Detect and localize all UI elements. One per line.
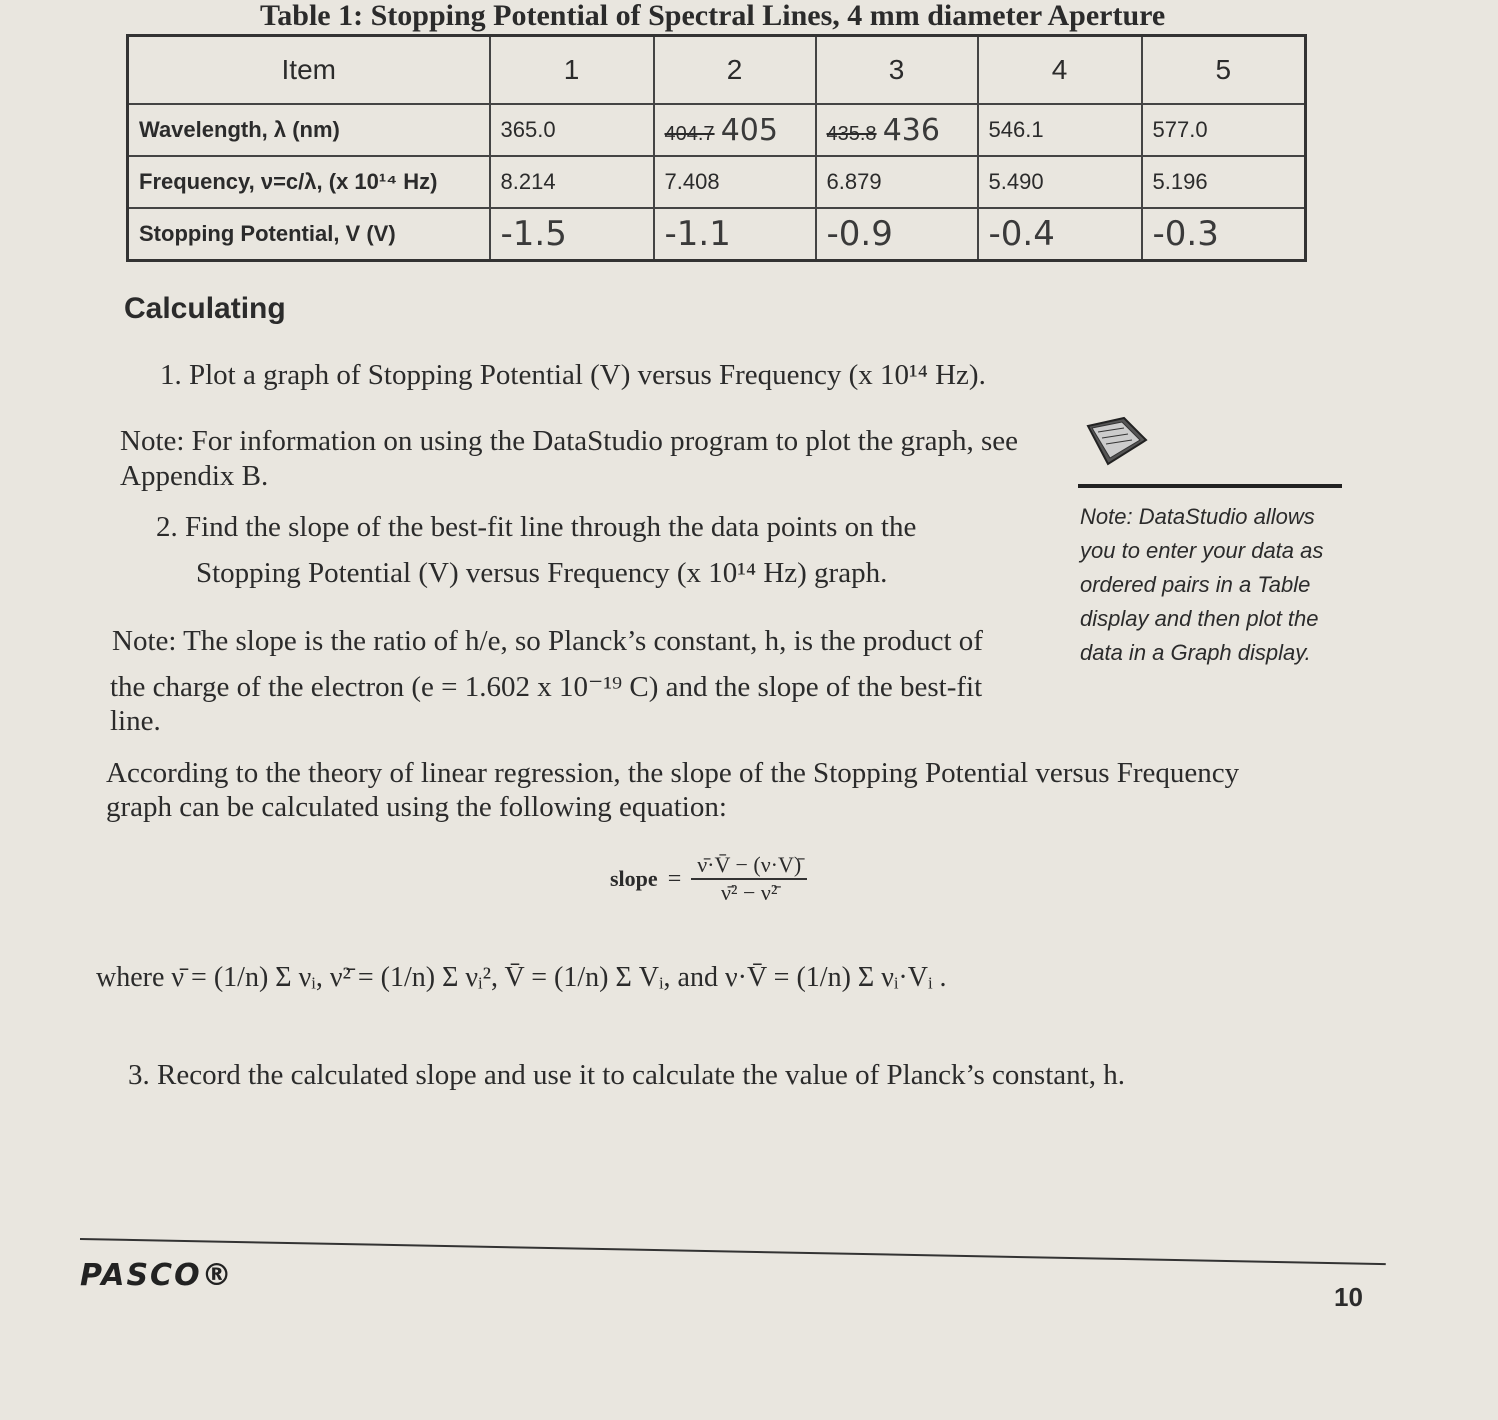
header-col-2: 2	[654, 36, 816, 105]
formula-fraction	[691, 852, 807, 906]
table-cell-handwritten: -0.3	[1142, 208, 1306, 261]
header-item: Item	[128, 36, 490, 105]
table-cell	[654, 104, 816, 156]
step-2-line-2: Stopping Potential (V) versus Frequency (x 10¹⁴ Hz) graph.	[196, 557, 888, 589]
note-slope-line-3: line.	[110, 705, 161, 737]
formula-label: slope	[610, 866, 658, 891]
page-number: 10	[1334, 1282, 1363, 1312]
slope-formula	[610, 852, 807, 906]
table-cell: 8.214	[490, 156, 654, 208]
table-header-row	[128, 36, 1306, 105]
side-note: Note: DataStudio allows you to enter your data as ordered pairs in a Table display and then plot the data in a Graph display.	[1080, 504, 1324, 665]
data-table	[126, 34, 1307, 262]
where-definitions: where ν̄ = (1/n) Σ νᵢ, ν²̄ = (1/n) Σ νᵢ², V̄ = (1/n) Σ Vᵢ, and ν·V̄ = (1/n) Σ νᵢ·Vᵢ .	[96, 962, 947, 993]
side-note-rule	[1078, 484, 1342, 488]
book-icon	[1084, 414, 1150, 470]
note-appendix: Note: For information on using the DataStudio program to plot the graph, see Appendix B.	[120, 425, 1019, 492]
section-heading: Calculating	[124, 292, 286, 325]
header-col-5: 5	[1142, 36, 1306, 105]
handwritten-value: 436	[882, 112, 940, 148]
header-col-3: 3	[816, 36, 978, 105]
table-cell	[816, 104, 978, 156]
handwritten-value: 405	[720, 112, 778, 148]
regression-line-2: graph can be calculated using the following equation:	[106, 791, 727, 823]
step-3: 3. Record the calculated slope and use it to calculate the value of Planck’s constant, h.	[128, 1059, 1125, 1091]
formula-equals: =	[667, 865, 682, 892]
table-cell-handwritten: -0.4	[978, 208, 1142, 261]
footer-rule	[80, 1238, 1386, 1265]
table-cell-handwritten: -0.9	[816, 208, 978, 261]
header-col-4: 4	[978, 36, 1142, 105]
table-cell: 5.196	[1142, 156, 1306, 208]
row-label-stopping-potential: Stopping Potential, V (V)	[128, 208, 490, 261]
step-1: 1. Plot a graph of Stopping Potential (V) versus Frequency (x 10¹⁴ Hz).	[160, 359, 986, 391]
printed-value: 404.7	[664, 122, 715, 145]
table-cell: 577.0	[1142, 104, 1306, 156]
pasco-logo: PASCO®	[80, 1258, 234, 1293]
table-cell-handwritten: -1.5	[490, 208, 654, 261]
table-cell-handwritten: -1.1	[654, 208, 816, 261]
row-label-wavelength: Wavelength, λ (nm)	[128, 104, 490, 156]
header-col-1: 1	[490, 36, 654, 105]
note-slope-line-2: the charge of the electron (e = 1.602 x 10⁻¹⁹ C) and the slope of the best-fit	[110, 671, 983, 703]
note-slope-line-1: Note: The slope is the ratio of h/e, so Planck’s constant, h, is the product of	[112, 625, 983, 657]
printed-value: 435.8	[826, 122, 877, 145]
table-row	[128, 156, 1306, 208]
row-label-frequency: Frequency, ν=c/λ, (x 10¹⁴ Hz)	[128, 156, 490, 208]
step-2-line-1: 2. Find the slope of the best-fit line through the data points on the	[156, 511, 917, 543]
formula-denominator: ν̄² − ν²̄	[720, 880, 778, 905]
regression-line-1: According to the theory of linear regression, the slope of the Stopping Potential versus Frequency	[106, 757, 1240, 789]
table-title: Table 1: Stopping Potential of Spectral Lines, 4 mm diameter Aperture	[260, 0, 1166, 32]
table-cell: 546.1	[978, 104, 1142, 156]
table-cell: 365.0	[490, 104, 654, 156]
table-cell: 5.490	[978, 156, 1142, 208]
table-row	[128, 208, 1306, 261]
table-cell: 6.879	[816, 156, 978, 208]
formula-numerator: ν̄·V̄ − (ν·V)̄	[691, 852, 807, 880]
table-cell: 7.408	[654, 156, 816, 208]
table-row	[128, 104, 1306, 156]
